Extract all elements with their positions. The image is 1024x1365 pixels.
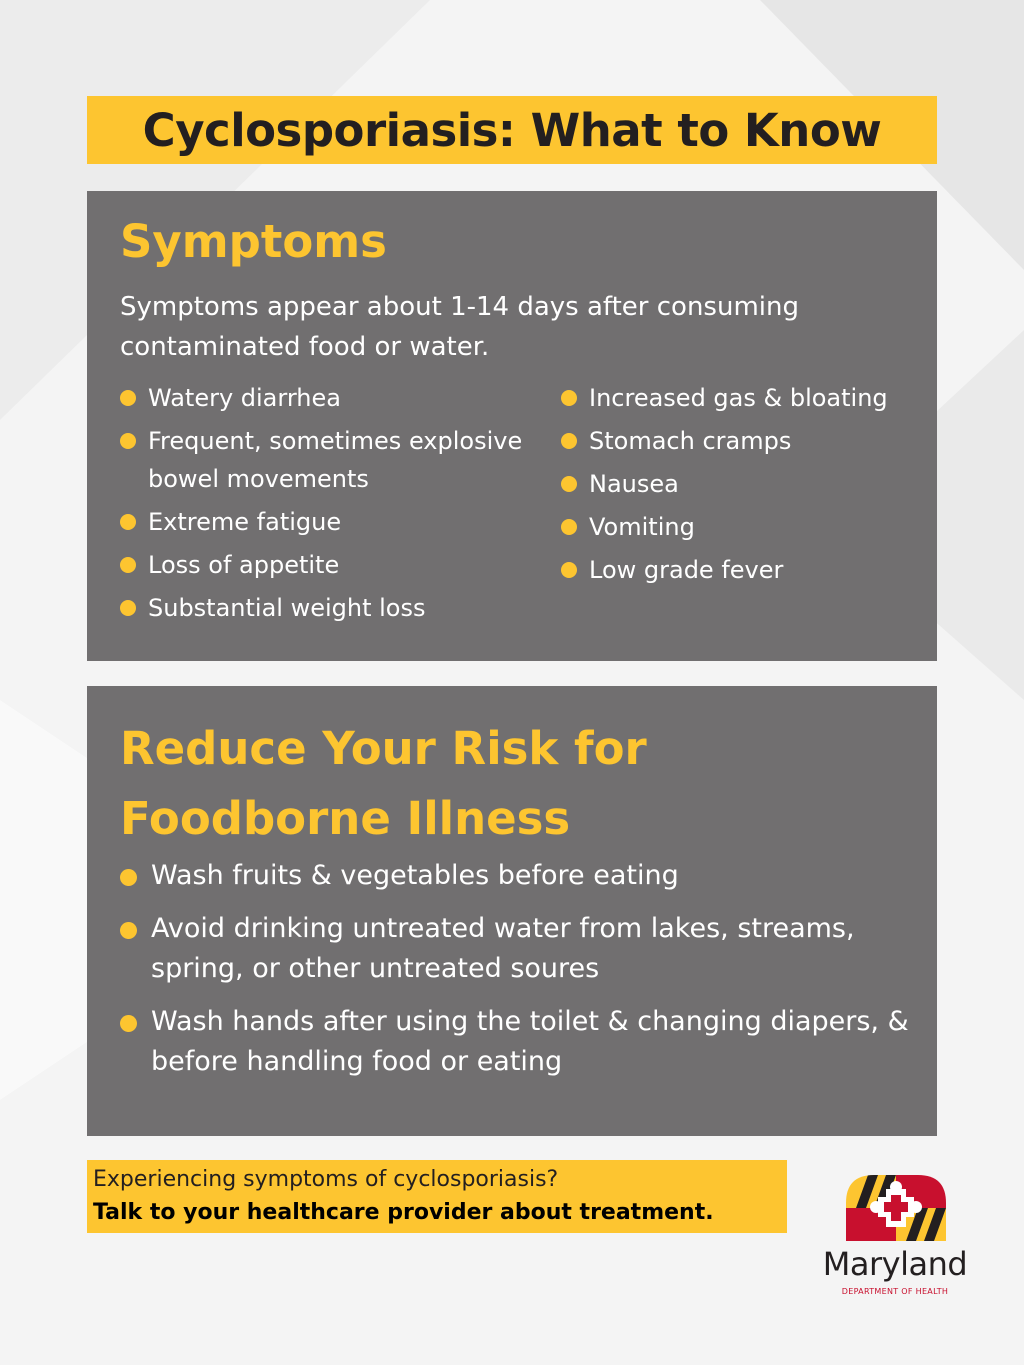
bullet-icon [120,390,136,406]
bullet-icon [120,514,136,530]
list-item-text: Extreme fatigue [148,508,342,536]
bullet-icon [120,433,136,449]
list-item [120,503,530,541]
bullet-icon [561,519,577,535]
symptoms-list-left [120,379,530,632]
list-item-text: Wash hands after using the toilet & changing diapers, & before handling food or eating [151,1006,909,1077]
list-item [120,909,910,989]
list-item-text: Vomiting [589,513,695,541]
list-item-text: Watery diarrhea [148,384,341,412]
bullet-icon [120,1015,137,1032]
risk-list [120,856,910,1095]
symptoms-list-right [561,379,931,594]
cta-question: Experiencing symptoms of cyclosporiasis? [93,1167,559,1192]
symptoms-heading: Symptoms [120,215,387,268]
maryland-health-logo [810,1175,980,1305]
list-item [120,589,530,627]
list-item [561,508,931,546]
list-item [120,379,530,417]
list-item-text: Frequent, sometimes explosive bowel movements [148,427,523,493]
list-item [561,379,931,417]
risk-panel [87,686,937,1136]
list-item-text: Wash fruits & vegetables before eating [151,860,679,891]
risk-heading: Reduce Your Risk for Foodborne Illness [120,722,647,845]
bullet-icon [561,476,577,492]
symptoms-panel [87,191,937,661]
list-item-text: Low grade fever [589,556,784,584]
logo-subtitle: DEPARTMENT OF HEALTH [841,1287,949,1296]
cta-advice: Talk to your healthcare provider about treatment. [93,1200,714,1225]
bullet-icon [561,562,577,578]
bullet-icon [120,600,136,616]
logo-wordmark: Maryland [822,1245,968,1283]
list-item-text: Increased gas & bloating [589,384,888,412]
list-item-text: Stomach cramps [589,427,792,455]
call-to-action-banner [87,1160,787,1233]
list-item-text: Nausea [589,470,679,498]
list-item-text: Avoid drinking untreated water from lakes, streams, spring, or other untreated soures [151,913,855,984]
bullet-icon [561,433,577,449]
list-item [120,856,910,896]
title-banner [87,96,937,164]
bullet-icon [120,922,137,939]
bullet-icon [120,557,136,573]
list-item [561,551,931,589]
maryland-flag-logo-icon [846,1175,946,1241]
list-item-text: Substantial weight loss [148,594,426,622]
list-item [561,465,931,503]
bullet-icon [120,869,137,886]
bullet-icon [561,390,577,406]
list-item [561,422,931,460]
symptoms-intro: Symptoms appear about 1-14 days after consuming contaminated food or water. [120,292,799,362]
list-item [120,546,530,584]
page-title: Cyclosporiasis: What to Know [142,103,882,157]
list-item [120,1002,910,1082]
list-item-text: Loss of appetite [148,551,340,579]
list-item [120,422,538,498]
